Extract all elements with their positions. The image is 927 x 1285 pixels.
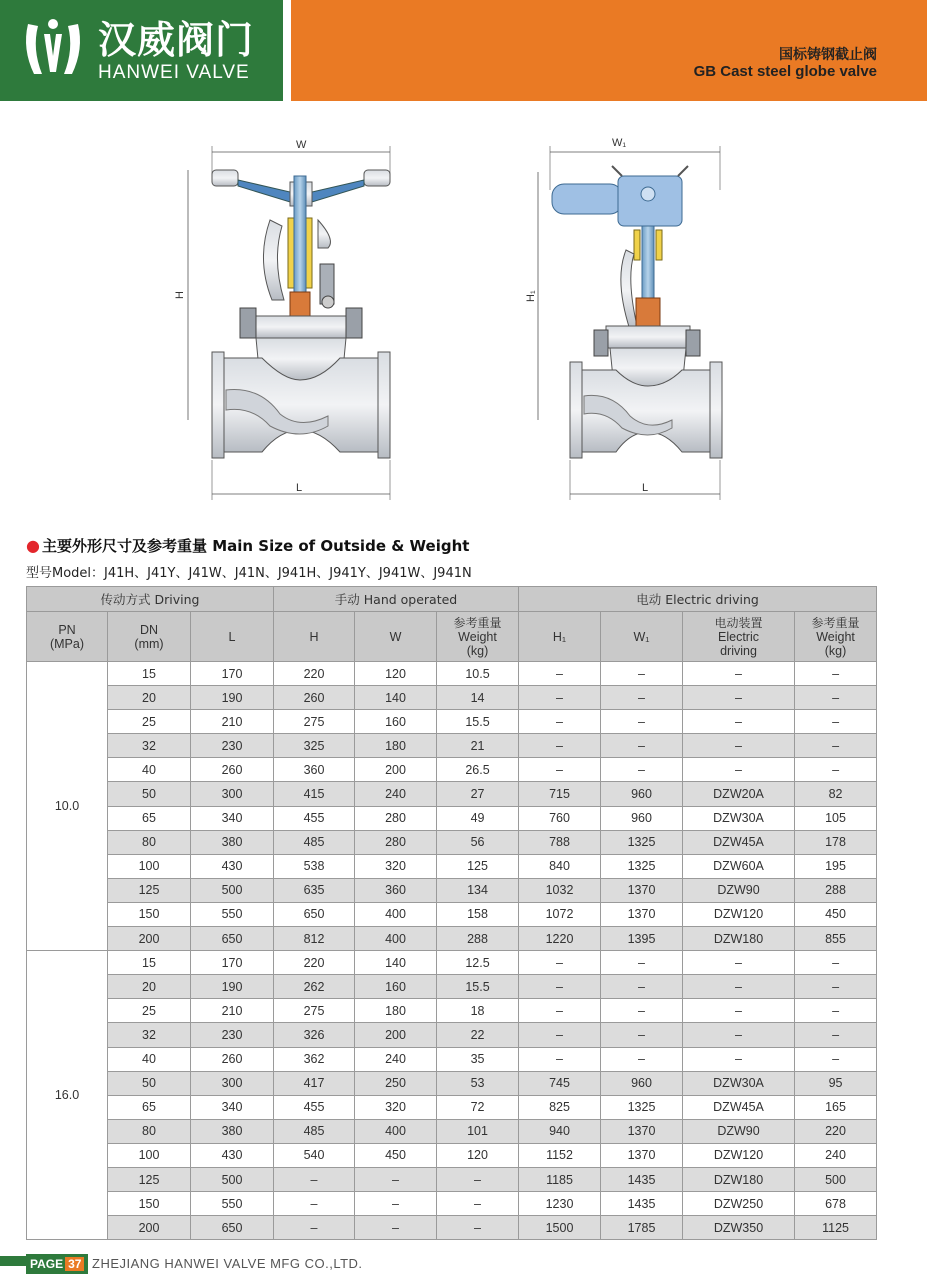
- table-cell: –: [519, 734, 601, 758]
- table-row: [27, 1216, 877, 1240]
- table-cell: –: [795, 951, 877, 975]
- table-cell: 1072: [519, 902, 601, 926]
- table-cell: 1230: [519, 1192, 601, 1216]
- table-cell: 210: [191, 999, 274, 1023]
- table-cell: DZW90: [683, 1119, 795, 1143]
- hand-operated-valve-drawing: [174, 139, 390, 500]
- table-cell: 150: [108, 1192, 191, 1216]
- table-row: [27, 806, 877, 830]
- table-cell: 12.5: [437, 951, 519, 975]
- table-row: [27, 662, 877, 686]
- table-cell: 455: [274, 806, 355, 830]
- table-cell: 300: [191, 782, 274, 806]
- table-cell: 400: [355, 927, 437, 951]
- table-row: [27, 878, 877, 902]
- table-cell: –: [519, 710, 601, 734]
- table-cell: –: [519, 686, 601, 710]
- table-cell: 22: [437, 1023, 519, 1047]
- col-l: L: [191, 612, 274, 662]
- table-cell: 18: [437, 999, 519, 1023]
- table-cell: 230: [191, 734, 274, 758]
- table-cell: DZW180: [683, 1167, 795, 1191]
- table-cell: –: [274, 1167, 355, 1191]
- table-cell: 455: [274, 1095, 355, 1119]
- table-cell: 220: [274, 951, 355, 975]
- table-cell: 25: [108, 999, 191, 1023]
- table-cell: 125: [108, 878, 191, 902]
- table-cell: –: [601, 734, 683, 758]
- table-cell: 220: [795, 1119, 877, 1143]
- table-cell: –: [683, 975, 795, 999]
- table-row: [27, 1071, 877, 1095]
- table-cell: 1395: [601, 927, 683, 951]
- col-electric-device: 电动装置 Electric driving: [683, 612, 795, 662]
- table-cell: 260: [191, 1047, 274, 1071]
- table-cell: 32: [108, 734, 191, 758]
- table-cell: 240: [355, 782, 437, 806]
- pn-cell: 10.0: [27, 662, 108, 951]
- table-cell: 1435: [601, 1192, 683, 1216]
- table-cell: 190: [191, 686, 274, 710]
- table-cell: 450: [795, 902, 877, 926]
- table-cell: 400: [355, 1119, 437, 1143]
- header-electric-driving: 电动 Electric driving: [519, 587, 877, 612]
- table-row: [27, 1192, 877, 1216]
- table-cell: 50: [108, 1071, 191, 1095]
- table-cell: 788: [519, 830, 601, 854]
- table-cell: DZW120: [683, 1143, 795, 1167]
- table-cell: –: [519, 1047, 601, 1071]
- table-cell: 288: [437, 927, 519, 951]
- table-cell: 50: [108, 782, 191, 806]
- dim-l-label: L: [296, 482, 303, 494]
- table-cell: 650: [274, 902, 355, 926]
- table-cell: DZW30A: [683, 1071, 795, 1095]
- table-row: [27, 854, 877, 878]
- table-cell: 26.5: [437, 758, 519, 782]
- table-cell: 380: [191, 830, 274, 854]
- table-cell: 15: [108, 951, 191, 975]
- table-cell: 195: [795, 854, 877, 878]
- table-cell: –: [683, 1047, 795, 1071]
- table-cell: 940: [519, 1119, 601, 1143]
- table-cell: 40: [108, 1047, 191, 1071]
- table-cell: –: [795, 662, 877, 686]
- col-weight: 参考重量 Weight (kg): [437, 612, 519, 662]
- table-cell: 745: [519, 1071, 601, 1095]
- table-row: [27, 1167, 877, 1191]
- table-cell: 230: [191, 1023, 274, 1047]
- table-cell: 49: [437, 806, 519, 830]
- table-cell: 25: [108, 710, 191, 734]
- table-cell: 160: [355, 975, 437, 999]
- table-cell: 150: [108, 902, 191, 926]
- table-cell: 100: [108, 1143, 191, 1167]
- table-cell: 125: [437, 854, 519, 878]
- table-cell: 855: [795, 927, 877, 951]
- table-cell: –: [601, 951, 683, 975]
- table-cell: 275: [274, 999, 355, 1023]
- table-cell: 1435: [601, 1167, 683, 1191]
- table-cell: 40: [108, 758, 191, 782]
- table-cell: DZW45A: [683, 830, 795, 854]
- table-cell: –: [795, 999, 877, 1023]
- page-label: PAGE: [30, 1257, 64, 1271]
- table-cell: –: [601, 999, 683, 1023]
- table-cell: –: [795, 734, 877, 758]
- table-cell: 200: [108, 927, 191, 951]
- col-h: H: [274, 612, 355, 662]
- table-cell: 65: [108, 806, 191, 830]
- table-cell: –: [437, 1192, 519, 1216]
- valve-drawings: [160, 130, 780, 510]
- table-cell: 360: [355, 878, 437, 902]
- dim-w1-label: W₁: [612, 137, 627, 149]
- table-row: [27, 782, 877, 806]
- table-cell: 635: [274, 878, 355, 902]
- table-cell: 1185: [519, 1167, 601, 1191]
- pn-cell: 16.0: [27, 951, 108, 1240]
- table-cell: 825: [519, 1095, 601, 1119]
- table-cell: –: [795, 758, 877, 782]
- table-row: [27, 1143, 877, 1167]
- table-row: [27, 927, 877, 951]
- dim-h1-label: H₁: [525, 290, 537, 302]
- table-cell: –: [437, 1216, 519, 1240]
- table-cell: DZW30A: [683, 806, 795, 830]
- table-cell: –: [683, 734, 795, 758]
- table-row: [27, 758, 877, 782]
- table-cell: 210: [191, 710, 274, 734]
- table-cell: 56: [437, 830, 519, 854]
- table-row: [27, 999, 877, 1023]
- table-cell: 27: [437, 782, 519, 806]
- table-cell: 82: [795, 782, 877, 806]
- table-cell: 280: [355, 806, 437, 830]
- table-cell: –: [519, 951, 601, 975]
- table-cell: 140: [355, 686, 437, 710]
- table-cell: –: [601, 1047, 683, 1071]
- table-cell: –: [355, 1167, 437, 1191]
- table-cell: –: [601, 758, 683, 782]
- table-row: [27, 830, 877, 854]
- table-cell: 200: [108, 1216, 191, 1240]
- table-cell: –: [601, 1023, 683, 1047]
- table-row: [27, 710, 877, 734]
- table-cell: 650: [191, 927, 274, 951]
- table-cell: 32: [108, 1023, 191, 1047]
- table-cell: 20: [108, 975, 191, 999]
- table-cell: 678: [795, 1192, 877, 1216]
- section-title-text: 主要外形尺寸及参考重量 Main Size of Outside & Weight: [41, 537, 470, 555]
- table-row: [27, 1047, 877, 1071]
- table-cell: 485: [274, 1119, 355, 1143]
- footer-accent-bar: [0, 1256, 26, 1266]
- table-cell: 340: [191, 806, 274, 830]
- table-cell: 65: [108, 1095, 191, 1119]
- page-number: 37: [65, 1257, 84, 1271]
- table-row: [27, 1023, 877, 1047]
- dim-h-label: H: [174, 291, 186, 299]
- table-cell: 200: [355, 1023, 437, 1047]
- table-cell: 35: [437, 1047, 519, 1071]
- table-cell: 260: [274, 686, 355, 710]
- dim-w-label: W: [296, 139, 307, 151]
- table-cell: 125: [108, 1167, 191, 1191]
- table-cell: 158: [437, 902, 519, 926]
- table-row: [27, 686, 877, 710]
- header-title-panel: [291, 0, 927, 101]
- table-cell: 362: [274, 1047, 355, 1071]
- table-cell: 80: [108, 830, 191, 854]
- col-dn: DN (mm): [108, 612, 191, 662]
- table-cell: 1370: [601, 902, 683, 926]
- table-cell: 485: [274, 830, 355, 854]
- table-cell: 415: [274, 782, 355, 806]
- table-cell: 1125: [795, 1216, 877, 1240]
- table-cell: 320: [355, 1095, 437, 1119]
- table-cell: 417: [274, 1071, 355, 1095]
- table-cell: 240: [795, 1143, 877, 1167]
- table-cell: 200: [355, 758, 437, 782]
- table-cell: 550: [191, 902, 274, 926]
- table-row: [27, 975, 877, 999]
- table-cell: –: [795, 1047, 877, 1071]
- table-cell: –: [519, 758, 601, 782]
- section-title: [26, 535, 469, 556]
- brand-name-en: HANWEI VALVE: [98, 62, 250, 83]
- table-cell: 960: [601, 806, 683, 830]
- table-cell: 1325: [601, 830, 683, 854]
- header-brand-panel: [0, 0, 283, 101]
- table-cell: 190: [191, 975, 274, 999]
- table-cell: 180: [355, 734, 437, 758]
- col-weight-electric: 参考重量 Weight (kg): [795, 612, 877, 662]
- table-cell: 1325: [601, 854, 683, 878]
- table-cell: –: [519, 975, 601, 999]
- table-cell: 275: [274, 710, 355, 734]
- table-cell: –: [519, 1023, 601, 1047]
- table-cell: 15.5: [437, 975, 519, 999]
- table-cell: 1370: [601, 878, 683, 902]
- table-cell: –: [519, 999, 601, 1023]
- table-cell: 180: [355, 999, 437, 1023]
- table-cell: 21: [437, 734, 519, 758]
- table-cell: –: [683, 662, 795, 686]
- table-cell: 10.5: [437, 662, 519, 686]
- table-cell: 260: [191, 758, 274, 782]
- table-cell: 500: [191, 878, 274, 902]
- table-cell: 280: [355, 830, 437, 854]
- table-row: [27, 902, 877, 926]
- col-pn: PN (MPa): [27, 612, 108, 662]
- table-cell: 101: [437, 1119, 519, 1143]
- model-list: 型号Model：J41H、J41Y、J41W、J41N、J941H、J941Y、J941W、J941N: [26, 566, 472, 581]
- table-cell: 20: [108, 686, 191, 710]
- table-cell: DZW60A: [683, 854, 795, 878]
- table-cell: 1370: [601, 1119, 683, 1143]
- table-cell: DZW120: [683, 902, 795, 926]
- table-cell: 325: [274, 734, 355, 758]
- table-cell: –: [795, 975, 877, 999]
- table-cell: 14: [437, 686, 519, 710]
- table-cell: 15.5: [437, 710, 519, 734]
- spec-table: [26, 586, 877, 1240]
- bullet-icon: ●: [26, 536, 40, 555]
- table-cell: 140: [355, 951, 437, 975]
- table-cell: –: [519, 662, 601, 686]
- table-row: [27, 951, 877, 975]
- table-cell: DZW350: [683, 1216, 795, 1240]
- table-row: [27, 1095, 877, 1119]
- table-cell: 95: [795, 1071, 877, 1095]
- table-cell: 430: [191, 854, 274, 878]
- table-cell: 400: [355, 902, 437, 926]
- table-cell: 15: [108, 662, 191, 686]
- table-cell: 240: [355, 1047, 437, 1071]
- product-title-cn: 国标铸钢截止阀: [779, 47, 877, 63]
- hanwei-logo-icon: [20, 14, 86, 84]
- table-cell: 105: [795, 806, 877, 830]
- table-cell: –: [355, 1216, 437, 1240]
- spec-table-body: [27, 662, 877, 1240]
- table-cell: –: [601, 662, 683, 686]
- table-cell: 326: [274, 1023, 355, 1047]
- table-cell: 160: [355, 710, 437, 734]
- table-cell: 540: [274, 1143, 355, 1167]
- table-cell: 170: [191, 951, 274, 975]
- table-cell: –: [795, 710, 877, 734]
- table-cell: DZW20A: [683, 782, 795, 806]
- table-cell: 120: [437, 1143, 519, 1167]
- table-cell: 715: [519, 782, 601, 806]
- table-cell: 1325: [601, 1095, 683, 1119]
- table-cell: DZW45A: [683, 1095, 795, 1119]
- table-cell: 538: [274, 854, 355, 878]
- table-cell: 1500: [519, 1216, 601, 1240]
- table-cell: 500: [191, 1167, 274, 1191]
- table-cell: DZW180: [683, 927, 795, 951]
- table-cell: 300: [191, 1071, 274, 1095]
- table-cell: 220: [274, 662, 355, 686]
- table-cell: 1152: [519, 1143, 601, 1167]
- table-cell: 1785: [601, 1216, 683, 1240]
- electric-valve-drawing: [525, 137, 722, 500]
- col-w1: W₁: [601, 612, 683, 662]
- col-h1: H₁: [519, 612, 601, 662]
- table-cell: –: [274, 1216, 355, 1240]
- table-cell: –: [683, 710, 795, 734]
- table-cell: –: [683, 758, 795, 782]
- table-cell: 165: [795, 1095, 877, 1119]
- table-cell: 100: [108, 854, 191, 878]
- table-cell: 1370: [601, 1143, 683, 1167]
- table-cell: –: [683, 1023, 795, 1047]
- table-cell: –: [683, 686, 795, 710]
- table-cell: 380: [191, 1119, 274, 1143]
- table-row: [27, 1119, 877, 1143]
- page-badge: [26, 1254, 88, 1274]
- table-cell: 812: [274, 927, 355, 951]
- company-name: ZHEJIANG HANWEI VALVE MFG CO.,LTD.: [92, 1256, 363, 1271]
- dim-l-right-label: L: [642, 482, 649, 494]
- table-cell: 72: [437, 1095, 519, 1119]
- table-cell: 450: [355, 1143, 437, 1167]
- table-cell: 760: [519, 806, 601, 830]
- table-cell: –: [601, 710, 683, 734]
- table-cell: –: [795, 686, 877, 710]
- table-cell: 960: [601, 1071, 683, 1095]
- table-cell: 80: [108, 1119, 191, 1143]
- table-cell: –: [601, 975, 683, 999]
- table-cell: –: [601, 686, 683, 710]
- table-cell: 178: [795, 830, 877, 854]
- table-row: [27, 734, 877, 758]
- col-w: W: [355, 612, 437, 662]
- table-cell: 250: [355, 1071, 437, 1095]
- table-cell: 960: [601, 782, 683, 806]
- table-cell: –: [355, 1192, 437, 1216]
- table-cell: 262: [274, 975, 355, 999]
- table-cell: 288: [795, 878, 877, 902]
- table-cell: DZW250: [683, 1192, 795, 1216]
- table-cell: 430: [191, 1143, 274, 1167]
- table-cell: –: [683, 951, 795, 975]
- table-cell: –: [795, 1023, 877, 1047]
- table-cell: 340: [191, 1095, 274, 1119]
- header-driving: 传动方式 Driving: [27, 587, 274, 612]
- product-title-en: GB Cast steel globe valve: [693, 63, 877, 80]
- table-cell: DZW90: [683, 878, 795, 902]
- brand-name-cn: 汉威阀门: [98, 18, 255, 62]
- table-cell: –: [683, 999, 795, 1023]
- table-cell: 1032: [519, 878, 601, 902]
- table-cell: 840: [519, 854, 601, 878]
- table-cell: 550: [191, 1192, 274, 1216]
- table-cell: –: [274, 1192, 355, 1216]
- table-cell: 120: [355, 662, 437, 686]
- table-cell: 1220: [519, 927, 601, 951]
- table-cell: 170: [191, 662, 274, 686]
- table-cell: 320: [355, 854, 437, 878]
- table-cell: 134: [437, 878, 519, 902]
- table-cell: –: [437, 1167, 519, 1191]
- header-hand-operated: 手动 Hand operated: [274, 587, 519, 612]
- table-cell: 500: [795, 1167, 877, 1191]
- table-cell: 650: [191, 1216, 274, 1240]
- table-cell: 360: [274, 758, 355, 782]
- table-cell: 53: [437, 1071, 519, 1095]
